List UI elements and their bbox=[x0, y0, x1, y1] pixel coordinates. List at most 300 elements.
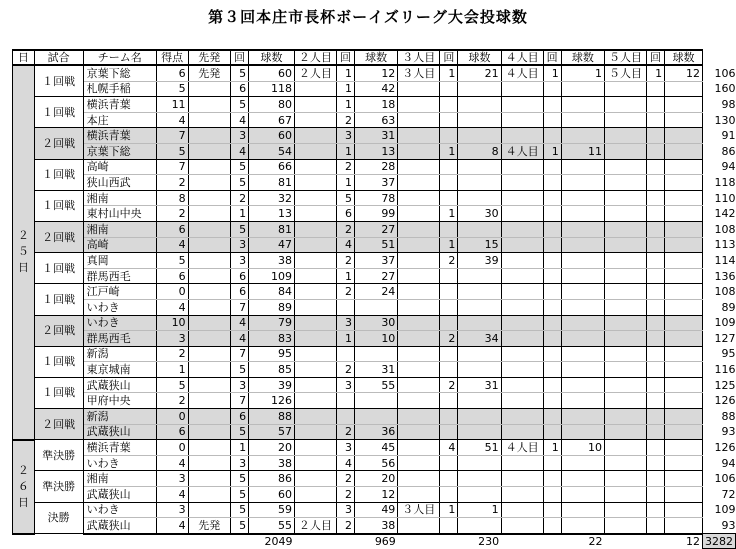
cell-i1: 5 bbox=[230, 175, 248, 191]
cell-p4 bbox=[561, 393, 604, 409]
cell-r2 bbox=[294, 221, 336, 237]
cell-score: 0 bbox=[156, 440, 188, 456]
cell-starter bbox=[188, 97, 230, 113]
cell-i3 bbox=[440, 175, 458, 191]
cell-r2 bbox=[294, 284, 336, 300]
cell-i2: 2 bbox=[336, 221, 354, 237]
cell-r5 bbox=[605, 424, 647, 440]
cell-i4 bbox=[543, 128, 561, 144]
cell-r3 bbox=[398, 424, 440, 440]
cell-r5 bbox=[605, 315, 647, 331]
cell-i4 bbox=[543, 331, 561, 347]
cell-i2: 5 bbox=[336, 190, 354, 206]
cell-i4 bbox=[543, 502, 561, 518]
header-cell: 球数 bbox=[665, 50, 703, 65]
cell-i3 bbox=[440, 409, 458, 425]
cell-r3 bbox=[398, 440, 440, 456]
header-cell: 回 bbox=[440, 50, 458, 65]
cell-r4 bbox=[501, 346, 543, 362]
cell-i3 bbox=[440, 159, 458, 175]
cell-p4 bbox=[561, 284, 604, 300]
row-total: 116 bbox=[714, 363, 736, 377]
table-row bbox=[13, 112, 736, 128]
cell-r5 bbox=[605, 346, 647, 362]
row-total: 106 bbox=[714, 66, 736, 80]
round-cell: ２回戦 bbox=[34, 409, 83, 440]
cell-score: 0 bbox=[156, 284, 188, 300]
cell-r5 bbox=[605, 471, 647, 487]
team-name: 湘南 bbox=[83, 190, 156, 206]
cell-i2: 1 bbox=[336, 65, 354, 81]
cell-i3 bbox=[440, 190, 458, 206]
cell-r3 bbox=[398, 175, 440, 191]
cell-i2: 2 bbox=[336, 471, 354, 487]
cell-r5 bbox=[605, 455, 647, 471]
cell-r5 bbox=[605, 299, 647, 315]
cell-i4: 1 bbox=[543, 65, 561, 81]
cell-i3 bbox=[440, 268, 458, 284]
cell-p3 bbox=[458, 268, 501, 284]
cell-i4 bbox=[543, 377, 561, 393]
cell-r4 bbox=[501, 315, 543, 331]
cell-p2: 63 bbox=[355, 112, 398, 128]
cell-i5 bbox=[646, 268, 664, 284]
cell-i3: 2 bbox=[440, 253, 458, 269]
cell-p2: 20 bbox=[355, 471, 398, 487]
cell-score: 2 bbox=[156, 346, 188, 362]
cell-i2 bbox=[336, 393, 354, 409]
cell-score: 2 bbox=[156, 206, 188, 222]
cell-p3 bbox=[458, 315, 501, 331]
table-row bbox=[13, 487, 736, 503]
cell-i4 bbox=[543, 190, 561, 206]
cell-score: 7 bbox=[156, 128, 188, 144]
cell-r2 bbox=[294, 487, 336, 503]
cell-i1: 1 bbox=[230, 440, 248, 456]
cell-r4 bbox=[501, 284, 543, 300]
cell-p4: 1 bbox=[561, 65, 604, 81]
round-cell: ２回戦 bbox=[34, 128, 83, 159]
team-name: 横浜青葉 bbox=[83, 97, 156, 113]
cell-p4 bbox=[561, 299, 604, 315]
cell-starter bbox=[188, 253, 230, 269]
round-cell: 決勝 bbox=[34, 502, 83, 534]
cell-p3 bbox=[458, 128, 501, 144]
cell-p5 bbox=[665, 81, 703, 97]
cell-p5 bbox=[665, 455, 703, 471]
header-cell: 球数 bbox=[355, 50, 398, 65]
cell-p1: 80 bbox=[249, 97, 295, 113]
team-name: 群馬西毛 bbox=[83, 331, 156, 347]
cell-r2 bbox=[294, 112, 336, 128]
cell-starter bbox=[188, 346, 230, 362]
team-name: 湘南 bbox=[83, 471, 156, 487]
cell-i4 bbox=[543, 268, 561, 284]
cell-p4 bbox=[561, 502, 604, 518]
team-name: いわき bbox=[83, 299, 156, 315]
cell-p3: 30 bbox=[458, 206, 501, 222]
cell-i1: 2 bbox=[230, 190, 248, 206]
cell-p3 bbox=[458, 362, 501, 378]
cell-i1: 3 bbox=[230, 128, 248, 144]
team-name: 高崎 bbox=[83, 237, 156, 253]
cell-r2: ２人目 bbox=[294, 518, 336, 534]
cell-p1: 59 bbox=[249, 502, 295, 518]
cell-r4 bbox=[501, 471, 543, 487]
row-total: 130 bbox=[714, 113, 736, 127]
cell-r4 bbox=[501, 81, 543, 97]
cell-p5 bbox=[665, 362, 703, 378]
cell-i3 bbox=[440, 455, 458, 471]
cell-i1: 5 bbox=[230, 362, 248, 378]
cell-i2: 2 bbox=[336, 424, 354, 440]
cell-p4 bbox=[561, 331, 604, 347]
cell-starter bbox=[188, 190, 230, 206]
header-cell: 先発 bbox=[188, 50, 230, 65]
cell-r3 bbox=[398, 487, 440, 503]
team-name: 京葉下総 bbox=[83, 65, 156, 81]
cell-score: 2 bbox=[156, 175, 188, 191]
cell-i2: 2 bbox=[336, 112, 354, 128]
table-row bbox=[13, 377, 736, 393]
cell-i3: 1 bbox=[440, 206, 458, 222]
cell-p3 bbox=[458, 393, 501, 409]
cell-p3 bbox=[458, 112, 501, 128]
team-name: 横浜青葉 bbox=[83, 440, 156, 456]
cell-p5 bbox=[665, 112, 703, 128]
cell-p1: 89 bbox=[249, 299, 295, 315]
cell-score: 6 bbox=[156, 424, 188, 440]
header-cell: 回 bbox=[336, 50, 354, 65]
cell-starter bbox=[188, 377, 230, 393]
cell-i3 bbox=[440, 424, 458, 440]
cell-p1: 88 bbox=[249, 409, 295, 425]
cell-score: 4 bbox=[156, 455, 188, 471]
cell-starter bbox=[188, 299, 230, 315]
cell-p2: 28 bbox=[355, 159, 398, 175]
table-row bbox=[13, 502, 736, 518]
cell-starter bbox=[188, 221, 230, 237]
cell-starter bbox=[188, 487, 230, 503]
cell-i4 bbox=[543, 346, 561, 362]
pitch-count-table bbox=[12, 49, 736, 549]
cell-p4: 11 bbox=[561, 143, 604, 159]
cell-i4 bbox=[543, 409, 561, 425]
cell-r2 bbox=[294, 331, 336, 347]
cell-i4: 1 bbox=[543, 143, 561, 159]
cell-i3: 1 bbox=[440, 502, 458, 518]
cell-r4 bbox=[501, 221, 543, 237]
round-cell: ２回戦 bbox=[34, 315, 83, 346]
cell-i1: 7 bbox=[230, 346, 248, 362]
cell-p2: 37 bbox=[355, 253, 398, 269]
cell-p4 bbox=[561, 471, 604, 487]
table-row bbox=[13, 97, 736, 113]
cell-r5 bbox=[605, 190, 647, 206]
header-cell: 回 bbox=[543, 50, 561, 65]
cell-r3 bbox=[398, 128, 440, 144]
cell-i2: 4 bbox=[336, 455, 354, 471]
cell-p3 bbox=[458, 471, 501, 487]
cell-p3 bbox=[458, 487, 501, 503]
cell-p3 bbox=[458, 455, 501, 471]
cell-starter bbox=[188, 409, 230, 425]
team-name: 新潟 bbox=[83, 409, 156, 425]
row-total: 109 bbox=[714, 316, 736, 330]
row-total: 91 bbox=[721, 129, 736, 143]
cell-starter bbox=[188, 440, 230, 456]
cell-score: 5 bbox=[156, 377, 188, 393]
cell-p1: 60 bbox=[249, 487, 295, 503]
cell-i2 bbox=[336, 409, 354, 425]
table-row bbox=[13, 190, 736, 206]
cell-r3 bbox=[398, 393, 440, 409]
cell-i4 bbox=[543, 362, 561, 378]
cell-r3 bbox=[398, 143, 440, 159]
team-name: 狭山西武 bbox=[83, 175, 156, 191]
cell-starter bbox=[188, 502, 230, 518]
round-cell: １回戦 bbox=[34, 284, 83, 315]
cell-p5: 12 bbox=[665, 65, 703, 81]
cell-p5 bbox=[665, 409, 703, 425]
cell-starter bbox=[188, 284, 230, 300]
team-name: 東村山中央 bbox=[83, 206, 156, 222]
cell-p1: 38 bbox=[249, 253, 295, 269]
table-row bbox=[13, 518, 736, 534]
cell-p2: 27 bbox=[355, 268, 398, 284]
cell-p3: 21 bbox=[458, 65, 501, 81]
cell-score: 3 bbox=[156, 502, 188, 518]
cell-i5 bbox=[646, 455, 664, 471]
cell-p5 bbox=[665, 221, 703, 237]
cell-p1: 57 bbox=[249, 424, 295, 440]
cell-score: 4 bbox=[156, 487, 188, 503]
cell-i3 bbox=[440, 81, 458, 97]
cell-i5 bbox=[646, 253, 664, 269]
cell-i2: 2 bbox=[336, 487, 354, 503]
table-row bbox=[13, 471, 736, 487]
cell-p2: 42 bbox=[355, 81, 398, 97]
cell-score: 3 bbox=[156, 331, 188, 347]
cell-p4 bbox=[561, 409, 604, 425]
cell-i4 bbox=[543, 97, 561, 113]
cell-i1: 1 bbox=[230, 206, 248, 222]
cell-p5 bbox=[665, 315, 703, 331]
cell-p3 bbox=[458, 299, 501, 315]
grand-total: 3282 bbox=[703, 534, 736, 549]
cell-i2: 2 bbox=[336, 253, 354, 269]
header-cell: 試合 bbox=[34, 50, 83, 65]
cell-r4 bbox=[501, 362, 543, 378]
row-total: 93 bbox=[721, 425, 736, 439]
cell-r3: ３人目 bbox=[398, 65, 440, 81]
cell-p2: 36 bbox=[355, 424, 398, 440]
cell-i2: 2 bbox=[336, 159, 354, 175]
cell-i3 bbox=[440, 97, 458, 113]
cell-starter: 先発 bbox=[188, 518, 230, 534]
round-cell: １回戦 bbox=[34, 65, 83, 97]
round-cell: ２回戦 bbox=[34, 221, 83, 252]
cell-r3 bbox=[398, 190, 440, 206]
cell-i3 bbox=[440, 471, 458, 487]
header-cell: ３人目 bbox=[398, 50, 440, 65]
cell-i5 bbox=[646, 190, 664, 206]
cell-score: 5 bbox=[156, 81, 188, 97]
cell-starter: 先発 bbox=[188, 65, 230, 81]
total-pitches-5: 12 bbox=[686, 535, 701, 549]
cell-starter bbox=[188, 128, 230, 144]
row-total: 127 bbox=[714, 331, 736, 345]
table-row bbox=[13, 206, 736, 222]
cell-r4 bbox=[501, 331, 543, 347]
cell-i4 bbox=[543, 424, 561, 440]
cell-p4 bbox=[561, 518, 604, 534]
row-total: 142 bbox=[714, 207, 736, 221]
cell-p2 bbox=[355, 393, 398, 409]
cell-p5 bbox=[665, 377, 703, 393]
team-name: 札幌手稲 bbox=[83, 81, 156, 97]
cell-i1: 5 bbox=[230, 221, 248, 237]
cell-i2: 1 bbox=[336, 175, 354, 191]
cell-i3 bbox=[440, 518, 458, 534]
cell-i5 bbox=[646, 315, 664, 331]
cell-i5 bbox=[646, 159, 664, 175]
cell-i3: 1 bbox=[440, 65, 458, 81]
cell-r2 bbox=[294, 253, 336, 269]
cell-p4 bbox=[561, 424, 604, 440]
cell-i3 bbox=[440, 112, 458, 128]
team-name: 甲府中央 bbox=[83, 393, 156, 409]
cell-r2 bbox=[294, 190, 336, 206]
cell-p4 bbox=[561, 455, 604, 471]
cell-r3 bbox=[398, 221, 440, 237]
cell-i3 bbox=[440, 315, 458, 331]
cell-starter bbox=[188, 268, 230, 284]
cell-r5 bbox=[605, 143, 647, 159]
cell-r5 bbox=[605, 487, 647, 503]
cell-r5 bbox=[605, 175, 647, 191]
cell-i3: 4 bbox=[440, 440, 458, 456]
cell-i4 bbox=[543, 175, 561, 191]
cell-starter bbox=[188, 315, 230, 331]
cell-i4 bbox=[543, 237, 561, 253]
cell-score: 4 bbox=[156, 112, 188, 128]
cell-i4 bbox=[543, 518, 561, 534]
cell-r4 bbox=[501, 268, 543, 284]
cell-p2: 13 bbox=[355, 143, 398, 159]
cell-i2 bbox=[336, 346, 354, 362]
cell-r3 bbox=[398, 284, 440, 300]
cell-i5 bbox=[646, 487, 664, 503]
table-row bbox=[13, 331, 736, 347]
cell-p1: 79 bbox=[249, 315, 295, 331]
total-pitches-2: 969 bbox=[374, 535, 396, 549]
team-name: 江戸崎 bbox=[83, 284, 156, 300]
cell-score: 6 bbox=[156, 268, 188, 284]
header-cell: 球数 bbox=[561, 50, 604, 65]
header-cell: 球数 bbox=[458, 50, 501, 65]
cell-p2 bbox=[355, 409, 398, 425]
cell-i5 bbox=[646, 409, 664, 425]
cell-r5 bbox=[605, 253, 647, 269]
cell-i5 bbox=[646, 393, 664, 409]
cell-i5 bbox=[646, 299, 664, 315]
cell-r5 bbox=[605, 221, 647, 237]
cell-p3 bbox=[458, 175, 501, 191]
cell-r2 bbox=[294, 502, 336, 518]
cell-p1: 84 bbox=[249, 284, 295, 300]
round-cell: 準決勝 bbox=[34, 471, 83, 502]
day-cell: ２ ６ 日 bbox=[13, 440, 35, 534]
cell-r2 bbox=[294, 175, 336, 191]
cell-r2 bbox=[294, 471, 336, 487]
cell-i2: 1 bbox=[336, 331, 354, 347]
cell-p4 bbox=[561, 81, 604, 97]
cell-p5 bbox=[665, 159, 703, 175]
cell-score: 0 bbox=[156, 409, 188, 425]
cell-r2 bbox=[294, 377, 336, 393]
cell-r4 bbox=[501, 253, 543, 269]
cell-r5 bbox=[605, 440, 647, 456]
cell-p4 bbox=[561, 253, 604, 269]
team-name: 横浜青葉 bbox=[83, 128, 156, 144]
table-row bbox=[13, 65, 736, 81]
cell-p4 bbox=[561, 97, 604, 113]
cell-i2: 4 bbox=[336, 237, 354, 253]
cell-i2 bbox=[336, 299, 354, 315]
cell-i4 bbox=[543, 221, 561, 237]
cell-p1: 85 bbox=[249, 362, 295, 378]
cell-i1: 5 bbox=[230, 518, 248, 534]
round-cell: １回戦 bbox=[34, 253, 83, 284]
round-cell: 準決勝 bbox=[34, 440, 83, 471]
table-row bbox=[13, 393, 736, 409]
team-name: 高崎 bbox=[83, 159, 156, 175]
cell-p1: 86 bbox=[249, 471, 295, 487]
cell-score: 7 bbox=[156, 159, 188, 175]
row-total: 109 bbox=[714, 503, 736, 517]
cell-i1: 4 bbox=[230, 112, 248, 128]
cell-p3 bbox=[458, 284, 501, 300]
cell-r4 bbox=[501, 455, 543, 471]
cell-starter bbox=[188, 206, 230, 222]
cell-r2 bbox=[294, 128, 336, 144]
cell-r5 bbox=[605, 97, 647, 113]
cell-r3 bbox=[398, 159, 440, 175]
cell-i5 bbox=[646, 346, 664, 362]
cell-r4 bbox=[501, 393, 543, 409]
cell-p3: 15 bbox=[458, 237, 501, 253]
row-total: 118 bbox=[714, 175, 736, 189]
cell-r2 bbox=[294, 143, 336, 159]
cell-r3 bbox=[398, 409, 440, 425]
cell-p2: 99 bbox=[355, 206, 398, 222]
cell-i4 bbox=[543, 455, 561, 471]
cell-r4 bbox=[501, 206, 543, 222]
cell-r5 bbox=[605, 81, 647, 97]
cell-starter bbox=[188, 81, 230, 97]
cell-r3 bbox=[398, 346, 440, 362]
header-cell: ４人目 bbox=[501, 50, 543, 65]
header-cell: 日 bbox=[13, 50, 35, 65]
total-pitches-3: 230 bbox=[478, 535, 500, 549]
cell-r5 bbox=[605, 268, 647, 284]
cell-p3 bbox=[458, 159, 501, 175]
cell-score: 4 bbox=[156, 237, 188, 253]
cell-score: 6 bbox=[156, 65, 188, 81]
cell-r4: ４人目 bbox=[501, 440, 543, 456]
team-name: いわき bbox=[83, 315, 156, 331]
